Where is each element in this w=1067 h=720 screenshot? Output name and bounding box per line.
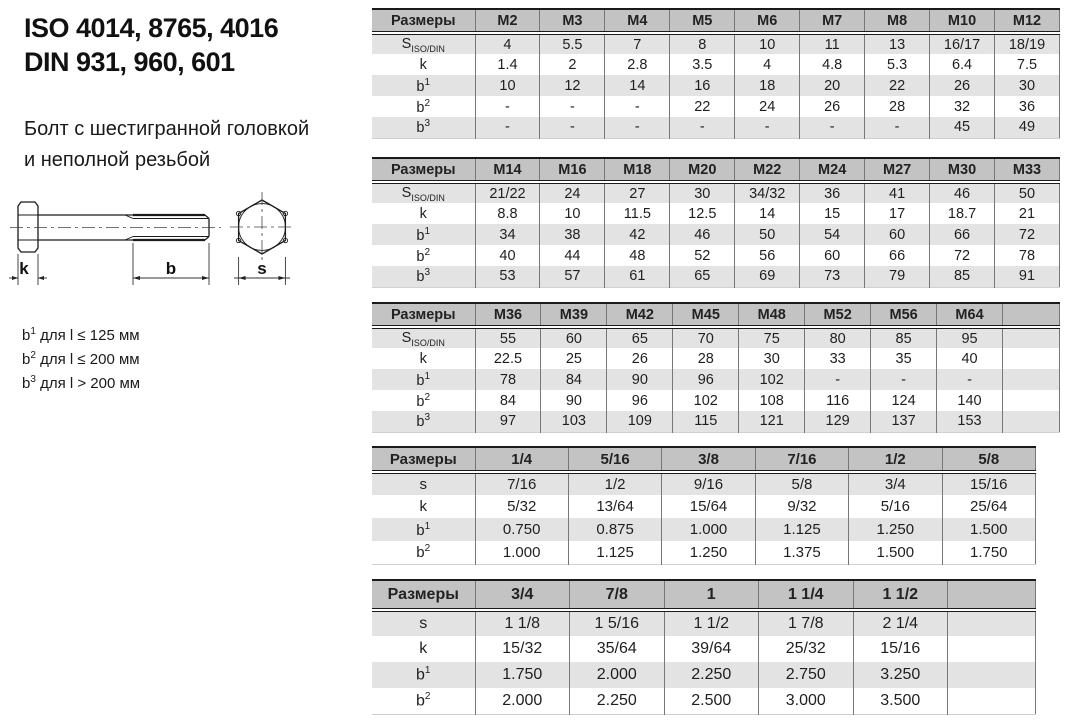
table-cell-empty (1003, 327, 1060, 348)
table-cell: 10 (540, 203, 605, 224)
table-cell: 32 (930, 96, 995, 117)
table-cell: 15/64 (662, 495, 755, 518)
table-cell: 4.8 (800, 54, 865, 75)
table-cell: 91 (995, 266, 1060, 287)
table-row (372, 203, 1060, 224)
table-cell: 84 (541, 369, 607, 390)
table-cell: 12 (540, 75, 605, 96)
table-cell: 72 (930, 245, 995, 266)
row-label: k (372, 203, 475, 224)
table-cell: 1.375 (755, 541, 848, 564)
table-cell: 39/64 (664, 636, 759, 662)
column-header: 5/8 (942, 447, 1035, 472)
table-cell: 36 (995, 96, 1060, 117)
table-row (372, 495, 1036, 518)
column-header: M12 (995, 9, 1060, 33)
dimension-s (234, 257, 290, 285)
table-cell: 4 (735, 54, 800, 75)
table-cell: 18/19 (995, 33, 1060, 54)
table-cell: 5/32 (475, 495, 568, 518)
table-cell: - (871, 369, 937, 390)
table-cell: 1.500 (942, 518, 1035, 541)
table-row (372, 610, 1036, 636)
table-row (372, 636, 1036, 662)
table-cell: 102 (739, 369, 805, 390)
column-header: 5/16 (568, 447, 661, 472)
table-cell: 22.5 (475, 348, 541, 369)
table-row (372, 54, 1060, 75)
table-cell: 3.250 (853, 662, 948, 688)
table-cell: 5/16 (849, 495, 942, 518)
table-cell: 1.250 (662, 541, 755, 564)
column-header: 1 1/2 (853, 580, 948, 610)
table-cell: 9/32 (755, 495, 848, 518)
row-label: $S_{ISO/DIN}$ (372, 33, 475, 54)
table-corner-label: Размеры (372, 580, 475, 610)
table-cell: 34 (475, 224, 540, 245)
table-cell-empty (948, 662, 1036, 688)
table-cell: 85 (930, 266, 995, 287)
table-cell: 70 (673, 327, 739, 348)
table-row (372, 541, 1036, 564)
table-cell: 116 (805, 390, 871, 411)
row-label: $S_{ISO/DIN}$ (372, 182, 475, 203)
table-cell: 57 (540, 266, 605, 287)
table-cell: 8.8 (475, 203, 540, 224)
table-cell: 1.125 (568, 541, 661, 564)
table-cell: 2.000 (475, 688, 570, 714)
table-cell: 56 (735, 245, 800, 266)
column-header: M3 (540, 9, 605, 33)
table-cell: 78 (475, 369, 541, 390)
table-cell: 1.750 (475, 662, 570, 688)
footnote-b1: $b^1$ для l ≤ 125 мм (22, 326, 140, 344)
table-row (372, 662, 1036, 688)
table-cell: 30 (995, 75, 1060, 96)
table-cell: - (800, 117, 865, 138)
table-cell: 72 (995, 224, 1060, 245)
table-cell: 46 (930, 182, 995, 203)
table-cell: 97 (475, 411, 541, 432)
title-iso-line: ISO 4014, 8765, 4016 (24, 13, 279, 43)
table-cell: 15 (800, 203, 865, 224)
table-cell: 103 (541, 411, 607, 432)
table-cell: 0.750 (475, 518, 568, 541)
table-cell: 1 7/8 (759, 610, 854, 636)
table-cell: 1 5/16 (570, 610, 665, 636)
column-header: 3/8 (662, 447, 755, 472)
table-corner-label: Размеры (372, 447, 475, 472)
table-cell: 66 (865, 245, 930, 266)
table-cell: 40 (475, 245, 540, 266)
row-label: k (372, 348, 475, 369)
table-cell: 1.250 (849, 518, 942, 541)
row-label: k (372, 636, 475, 662)
row-label: $b^2$ (372, 96, 475, 117)
table-cell-empty (1003, 369, 1060, 390)
table-cell: 25/64 (942, 495, 1035, 518)
row-label: $b^3$ (372, 411, 475, 432)
table-cell: 7.5 (995, 54, 1060, 75)
table-cell-empty (1003, 411, 1060, 432)
table-cell: 13/64 (568, 495, 661, 518)
dimension-table-m14-m33 (372, 157, 1060, 288)
column-header: M39 (541, 303, 607, 327)
row-label: $b^2$ (372, 245, 475, 266)
table-cell: 80 (805, 327, 871, 348)
table-cell: 85 (871, 327, 937, 348)
table-cell: 46 (670, 224, 735, 245)
table-cell: 28 (865, 96, 930, 117)
table-cell: 1.750 (942, 541, 1035, 564)
table-cell: 60 (541, 327, 607, 348)
table-cell: 5.5 (540, 33, 605, 54)
table-cell: 34/32 (735, 182, 800, 203)
row-label: $b^1$ (372, 224, 475, 245)
table-row (372, 688, 1036, 714)
footnote-b2: $b^2$ для l ≤ 200 мм (22, 349, 140, 368)
table-cell: 96 (673, 369, 739, 390)
table-cell-empty (948, 610, 1036, 636)
dimension-k (9, 254, 47, 285)
table-row (372, 369, 1060, 390)
table-cell: - (670, 117, 735, 138)
row-label: $b^1$ (372, 518, 475, 541)
table-cell: 9/16 (662, 472, 755, 495)
table-row (372, 348, 1060, 369)
row-label: $b^2$ (372, 541, 475, 564)
table-row (372, 182, 1060, 203)
row-label: s (372, 610, 475, 636)
column-header: M5 (670, 9, 735, 33)
table-cell: - (605, 117, 670, 138)
table-cell: 35 (871, 348, 937, 369)
column-header: M27 (865, 158, 930, 182)
table-cell: 75 (739, 327, 805, 348)
table-cell: 2.250 (664, 662, 759, 688)
column-header: M30 (930, 158, 995, 182)
page-title (24, 12, 369, 80)
footnote-b3: $b^3$ для l > 200 мм (22, 373, 141, 392)
column-header: M52 (805, 303, 871, 327)
table-cell: 36 (800, 182, 865, 203)
table-cell: 108 (739, 390, 805, 411)
table-cell: 11.5 (605, 203, 670, 224)
table-cell: 129 (805, 411, 871, 432)
table-corner-label: Размеры (372, 303, 475, 327)
table-row (372, 518, 1036, 541)
row-label: $b^2$ (372, 390, 475, 411)
row-label: k (372, 495, 475, 518)
column-header: M33 (995, 158, 1060, 182)
table-cell: 6.4 (930, 54, 995, 75)
table-cell: 0.875 (568, 518, 661, 541)
table-cell: 11 (800, 33, 865, 54)
table-cell: - (540, 117, 605, 138)
table-cell: 140 (937, 390, 1003, 411)
table-cell: 3/4 (849, 472, 942, 495)
column-header: M7 (800, 9, 865, 33)
table-cell: 18.7 (930, 203, 995, 224)
table-cell: 1.125 (755, 518, 848, 541)
table-cell: 13 (865, 33, 930, 54)
table-cell: 60 (865, 224, 930, 245)
table-row (372, 96, 1060, 117)
table-cell: 8 (670, 33, 735, 54)
table-cell: 90 (541, 390, 607, 411)
row-label: $b^3$ (372, 266, 475, 287)
table-cell: 1.500 (849, 541, 942, 564)
column-header: M20 (670, 158, 735, 182)
left-panel (24, 12, 369, 176)
dimension-table-inch-small (372, 446, 1036, 565)
table-cell: 30 (739, 348, 805, 369)
column-header: 7/16 (755, 447, 848, 472)
row-label: $b^1$ (372, 369, 475, 390)
title-din-line: DIN 931, 960, 601 (24, 46, 235, 77)
table-cell: 1 1/8 (475, 610, 570, 636)
table-cell: 2.000 (570, 662, 665, 688)
table-cell: 48 (605, 245, 670, 266)
bolt-side-view (10, 202, 221, 252)
table-cell: 26 (800, 96, 865, 117)
column-header: 1 (664, 580, 759, 610)
table-row (372, 245, 1060, 266)
table-cell: 21/22 (475, 182, 540, 203)
table-cell: 1 1/2 (664, 610, 759, 636)
table-cell: 14 (735, 203, 800, 224)
table-cell: 84 (475, 390, 541, 411)
row-label: $b^1$ (372, 662, 475, 688)
table-cell: 2.500 (664, 688, 759, 714)
table-cell: 115 (673, 411, 739, 432)
table-cell: 102 (673, 390, 739, 411)
table-cell: 27 (605, 182, 670, 203)
dim-label-s: s (257, 259, 267, 278)
bolt-drawing-svg (8, 190, 308, 292)
table-cell: 28 (673, 348, 739, 369)
table-cell: 40 (937, 348, 1003, 369)
table-cell: 5.3 (865, 54, 930, 75)
table-cell: 1.000 (475, 541, 568, 564)
table-cell: 41 (865, 182, 930, 203)
dimension-table-inch-large (372, 579, 1036, 715)
table-cell: 65 (607, 327, 673, 348)
table-cell: 73 (800, 266, 865, 287)
table-cell: 14 (605, 75, 670, 96)
table-cell: 69 (735, 266, 800, 287)
row-label: $b^2$ (372, 688, 475, 714)
table-cell: 61 (605, 266, 670, 287)
column-header: M24 (800, 158, 865, 182)
subtitle-line-1: Болт с шестигранной головкой (24, 117, 310, 140)
table-cell: 12.5 (670, 203, 735, 224)
table-cell: 35/64 (570, 636, 665, 662)
table-cell: 3.000 (759, 688, 854, 714)
table-cell: 15/32 (475, 636, 570, 662)
table-cell: 2.250 (570, 688, 665, 714)
table-corner-label: Размеры (372, 158, 475, 182)
dimension-table-m36-m64 (372, 302, 1060, 433)
bolt-hex-end-view (230, 192, 294, 262)
table-cell: 153 (937, 411, 1003, 432)
table-row (372, 266, 1060, 287)
table-row (372, 472, 1036, 495)
footnotes (22, 324, 140, 395)
table-cell: 33 (805, 348, 871, 369)
table-row (372, 327, 1060, 348)
column-header: M42 (607, 303, 673, 327)
row-label: $S_{ISO/DIN}$ (372, 327, 475, 348)
table-corner-label: Размеры (372, 9, 475, 33)
table-cell: 20 (800, 75, 865, 96)
table-cell: - (540, 96, 605, 117)
table-cell: 16/17 (930, 33, 995, 54)
column-header: M64 (937, 303, 1003, 327)
table-cell: 5/8 (755, 472, 848, 495)
table-cell: 30 (670, 182, 735, 203)
table-cell: 137 (871, 411, 937, 432)
column-header-empty (948, 580, 1036, 610)
column-header: 3/4 (475, 580, 570, 610)
table-cell: 21 (995, 203, 1060, 224)
table-cell: 16 (670, 75, 735, 96)
table-cell: - (475, 96, 540, 117)
subtitle-line-2: и неполной резьбой (24, 148, 211, 171)
table-cell-empty (1003, 348, 1060, 369)
table-cell: 15/16 (853, 636, 948, 662)
table-cell: 124 (871, 390, 937, 411)
table-cell: - (605, 96, 670, 117)
table-cell: - (475, 117, 540, 138)
row-label: k (372, 54, 475, 75)
table-row (372, 224, 1060, 245)
table-cell: 52 (670, 245, 735, 266)
table-cell: 25 (541, 348, 607, 369)
dimension-b (133, 243, 209, 285)
table-cell: 10 (735, 33, 800, 54)
table-cell: 109 (607, 411, 673, 432)
table-cell: 60 (800, 245, 865, 266)
table-cell: 38 (540, 224, 605, 245)
table-row (372, 117, 1060, 138)
row-label: s (372, 472, 475, 495)
bolt-technical-drawing (8, 190, 308, 292)
column-header: M48 (739, 303, 805, 327)
table-cell: 17 (865, 203, 930, 224)
table-cell: 18 (735, 75, 800, 96)
table-cell: 53 (475, 266, 540, 287)
table-cell: 65 (670, 266, 735, 287)
column-header: M36 (475, 303, 541, 327)
table-cell: 2.750 (759, 662, 854, 688)
table-cell: 24 (735, 96, 800, 117)
column-header: M56 (871, 303, 937, 327)
table-cell: 79 (865, 266, 930, 287)
column-header: M8 (865, 9, 930, 33)
row-label: $b^3$ (372, 117, 475, 138)
table-row (372, 33, 1060, 54)
column-header: M18 (605, 158, 670, 182)
table-cell: - (805, 369, 871, 390)
table-cell: 3.5 (670, 54, 735, 75)
table-cell: 54 (800, 224, 865, 245)
column-header: M22 (735, 158, 800, 182)
column-header: M2 (475, 9, 540, 33)
table-cell: 2.8 (605, 54, 670, 75)
table-cell: 66 (930, 224, 995, 245)
row-label: $b^1$ (372, 75, 475, 96)
table-cell: 10 (475, 75, 540, 96)
table-cell: 121 (739, 411, 805, 432)
table-cell: 7 (605, 33, 670, 54)
table-row (372, 411, 1060, 432)
table-cell: 25/32 (759, 636, 854, 662)
page-subtitle (24, 114, 369, 176)
table-cell: 4 (475, 33, 540, 54)
table-cell: 1/2 (568, 472, 661, 495)
table-cell: 45 (930, 117, 995, 138)
table-cell: 26 (930, 75, 995, 96)
table-cell: 2 (540, 54, 605, 75)
table-cell: 1.4 (475, 54, 540, 75)
table-cell: 2 1/4 (853, 610, 948, 636)
column-header: 1/4 (475, 447, 568, 472)
table-cell: 15/16 (942, 472, 1035, 495)
dimension-table-m2-m12 (372, 8, 1060, 139)
column-header: 1/2 (849, 447, 942, 472)
table-cell-empty (1003, 390, 1060, 411)
table-row (372, 75, 1060, 96)
table-cell: 50 (995, 182, 1060, 203)
column-header: M14 (475, 158, 540, 182)
table-cell: 90 (607, 369, 673, 390)
table-cell: 1.000 (662, 518, 755, 541)
table-cell: 96 (607, 390, 673, 411)
table-cell: 24 (540, 182, 605, 203)
dim-label-k: k (19, 259, 29, 278)
table-cell: 49 (995, 117, 1060, 138)
table-cell: - (735, 117, 800, 138)
table-cell: 55 (475, 327, 541, 348)
table-row (372, 390, 1060, 411)
table-cell: 3.500 (853, 688, 948, 714)
column-header: M6 (735, 9, 800, 33)
table-cell: 22 (670, 96, 735, 117)
column-header-empty (1003, 303, 1060, 327)
table-cell: 44 (540, 245, 605, 266)
dim-label-b: b (165, 259, 177, 278)
table-cell: - (937, 369, 1003, 390)
table-cell: 78 (995, 245, 1060, 266)
column-header: 1 1/4 (759, 580, 854, 610)
table-cell: 26 (607, 348, 673, 369)
column-header: 7/8 (570, 580, 665, 610)
table-cell-empty (948, 688, 1036, 714)
table-cell: 42 (605, 224, 670, 245)
column-header: M45 (673, 303, 739, 327)
column-header: M16 (540, 158, 605, 182)
table-cell: 95 (937, 327, 1003, 348)
table-cell: 7/16 (475, 472, 568, 495)
table-cell: - (865, 117, 930, 138)
column-header: M4 (605, 9, 670, 33)
column-header: M10 (930, 9, 995, 33)
table-cell-empty (948, 636, 1036, 662)
table-cell: 50 (735, 224, 800, 245)
table-cell: 22 (865, 75, 930, 96)
